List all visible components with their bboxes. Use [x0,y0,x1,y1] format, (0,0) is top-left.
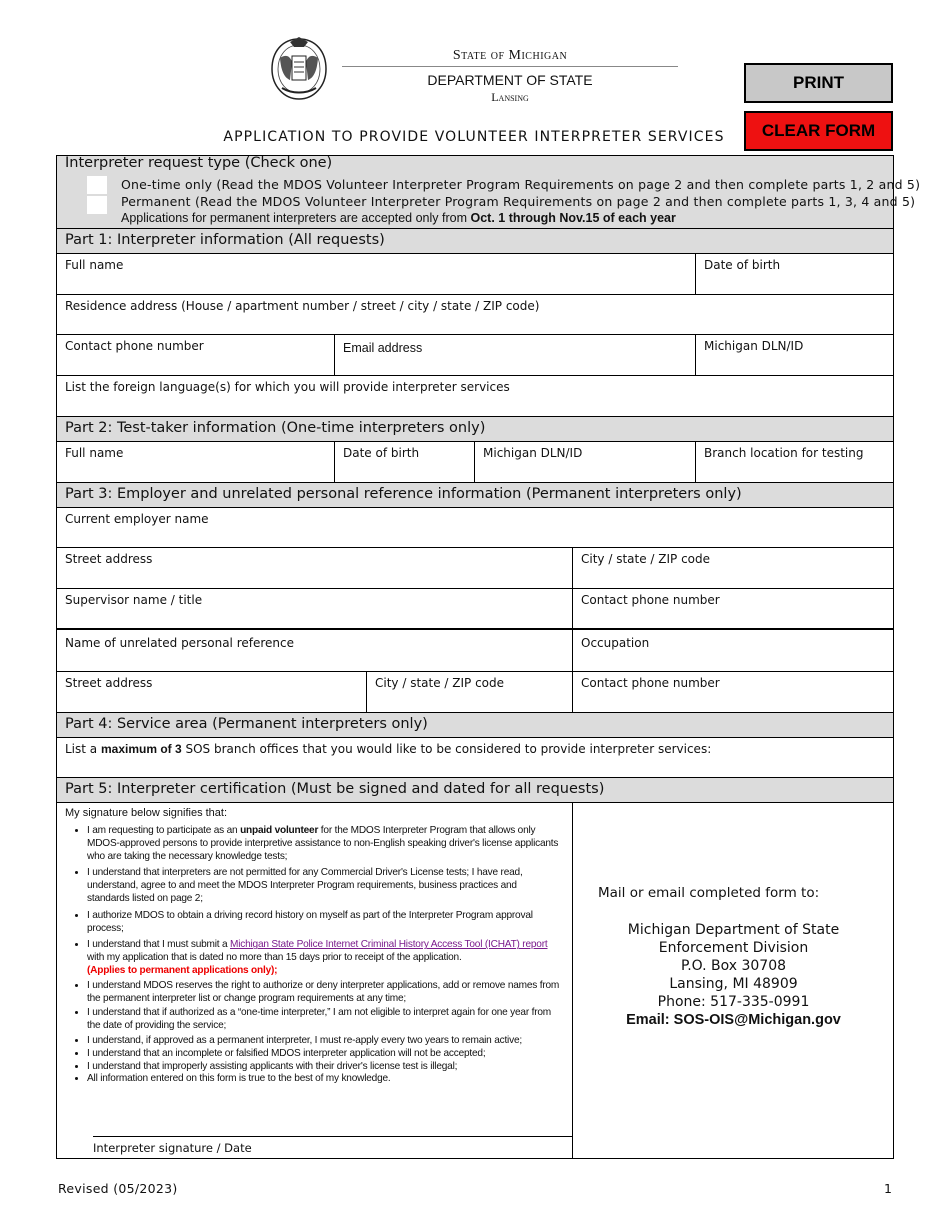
department-heading: DEPARTMENT OF STATE [427,72,593,88]
certification-list [77,825,561,1086]
branch-location-field[interactable]: Branch location for testing [704,446,864,460]
foreign-languages-field[interactable]: List the foreign language(s) for which you will provide interpreter services [65,380,510,394]
part5-header: Part 5: Interpreter certification (Must be signed and dated for all requests) [57,777,893,803]
list-item: • I understand MDOS reserves the right to authorize or deny interpreter applications, add or remove names from the permanent interpreter list or change program requirements at any time; [87,980,561,1006]
interpreter-email-field[interactable]: Email address [335,335,696,376]
part3-header: Part 3: Employer and unrelated personal reference information (Permanent interpreters only) [57,482,893,508]
list-item: • I understand, if approved as a permanent interpreter, I must re-apply every two years to remain active; [87,1035,561,1048]
request-type-title: Interpreter request type (Check one) [65,155,333,171]
address-line: P.O. Box 30708 [680,958,787,974]
list-item: • I understand that interpreters are not permitted for any Commercial Driver's License tests; I have read, understand, agree to and meet the MDOS Interpreter Program requirements, business practices and standards listed on page 2; [87,867,561,905]
address-line: Michigan Department of State [627,922,840,938]
reference-occupation-field[interactable]: Occupation [573,630,893,672]
reference-street-field[interactable]: Street address [57,672,367,712]
permanent-option-label: Permanent (Read the MDOS Volunteer Interpreter Program Requirements on page 2 and then complete parts 1, 3, 4 and 5) [121,194,916,209]
application-form [56,155,921,1159]
permanent-only-note: (Applies to permanent applications only); [87,964,278,976]
michigan-seal-logo [268,36,330,102]
service-area-field[interactable]: List a maximum of 3 SOS branch offices that you would like to be considered to provide interpreter services: [65,742,712,756]
certification-intro: My signature below signifies that: [65,807,228,819]
city-heading: Lansing [491,90,529,104]
mailing-info [574,803,893,1159]
interpreter-phone-field[interactable]: Contact phone number [57,335,335,376]
address-line: Enforcement Division [658,940,809,956]
list-item: • I authorize MDOS to obtain a driving record history on myself as part of the Interpreter Program approval process; [87,910,561,936]
reference-city-field[interactable]: City / state / ZIP code [367,672,573,712]
employer-phone-field[interactable]: Contact phone number [573,589,893,630]
revision-date: Revised (05/2023) [58,1181,178,1196]
clear-form-button[interactable]: CLEAR FORM [744,111,893,151]
one-time-checkbox[interactable] [87,176,107,194]
employer-name-field[interactable]: Current employer name [57,508,893,548]
mail-title: Mail or email completed form to: [598,885,820,901]
interpreter-dln-field[interactable]: Michigan DLN/ID [696,335,893,376]
signature-line[interactable] [93,1136,573,1137]
interpreter-dob-field[interactable]: Date of birth [696,254,893,295]
state-of-michigan-heading: State of Michigan [452,48,568,63]
list-item: • I understand that if authorized as a “one-time interpreter,” I am not eligible to interpret again for one year from the date of providing the service; [87,1007,561,1033]
permanent-dates-note: Applications for permanent interpreters are accepted only from Oct. 1 through Nov.15 of each year [121,211,676,225]
test-taker-dob-field[interactable]: Date of birth [335,442,475,482]
list-item: • I understand that an incomplete or falsified MDOS interpreter application will not be accepted; [87,1048,561,1061]
residence-address-field[interactable]: Residence address (House / apartment number / street / city / state / ZIP code) [57,295,893,335]
reference-phone-field[interactable]: Contact phone number [581,676,720,690]
form-title: APPLICATION TO PROVIDE VOLUNTEER INTERPRETER SERVICES [223,129,725,145]
ichat-link[interactable]: Michigan State Police Internet Criminal History Access Tool (ICHAT) report [230,939,548,951]
signature-label: Interpreter signature / Date [93,1141,252,1155]
one-time-option-label: One-time only (Read the MDOS Volunteer Interpreter Program Requirements on page 2 and then complete parts 1, 2 and 5) [121,177,921,192]
part2-header: Part 2: Test-taker information (One-time interpreters only) [57,416,893,442]
reference-name-field[interactable]: Name of unrelated personal reference [57,630,573,672]
list-item: • All information entered on this form is true to the best of my knowledge. [87,1073,561,1086]
list-item: • I understand that improperly assisting applicants with their driver's license test is illegal; [87,1061,561,1074]
page-number: 1 [884,1181,892,1196]
part4-header: Part 4: Service area (Permanent interpreters only) [57,712,893,738]
interpreter-full-name-field[interactable]: Full name [57,254,696,295]
address-email: Email: SOS-OIS@Michigan.gov [626,1012,841,1028]
certification-section [57,803,573,1159]
header-divider [342,66,678,67]
supervisor-field[interactable]: Supervisor name / title [57,589,573,630]
employer-street-field[interactable]: Street address [57,548,573,589]
print-button[interactable]: PRINT [744,63,893,103]
list-item: • I understand that I must submit a Michigan State Police Internet Criminal History Access Tool (ICHAT) report with my application that is dated no more than 15 days prior to receipt of the application. (Applies to permanent applications only); [87,939,561,977]
mailing-address [574,921,893,1029]
test-taker-name-field[interactable]: Full name [57,442,335,482]
address-line: Lansing, MI 48909 [669,976,798,992]
permanent-checkbox[interactable] [87,196,107,214]
employer-city-field[interactable]: City / state / ZIP code [573,548,893,589]
list-item: • I am requesting to participate as an unpaid volunteer for the MDOS Interpreter Program that allows only MDOS-approved persons to provide interpretive assistance to non-English speaking driver's license applicants who are taking the necessary knowledge tests; [87,825,561,863]
address-phone: Phone: 517-335-0991 [657,994,810,1010]
request-type-section [57,155,921,228]
test-taker-dln-field[interactable]: Michigan DLN/ID [475,442,696,482]
part1-header: Part 1: Interpreter information (All requests) [57,228,893,254]
